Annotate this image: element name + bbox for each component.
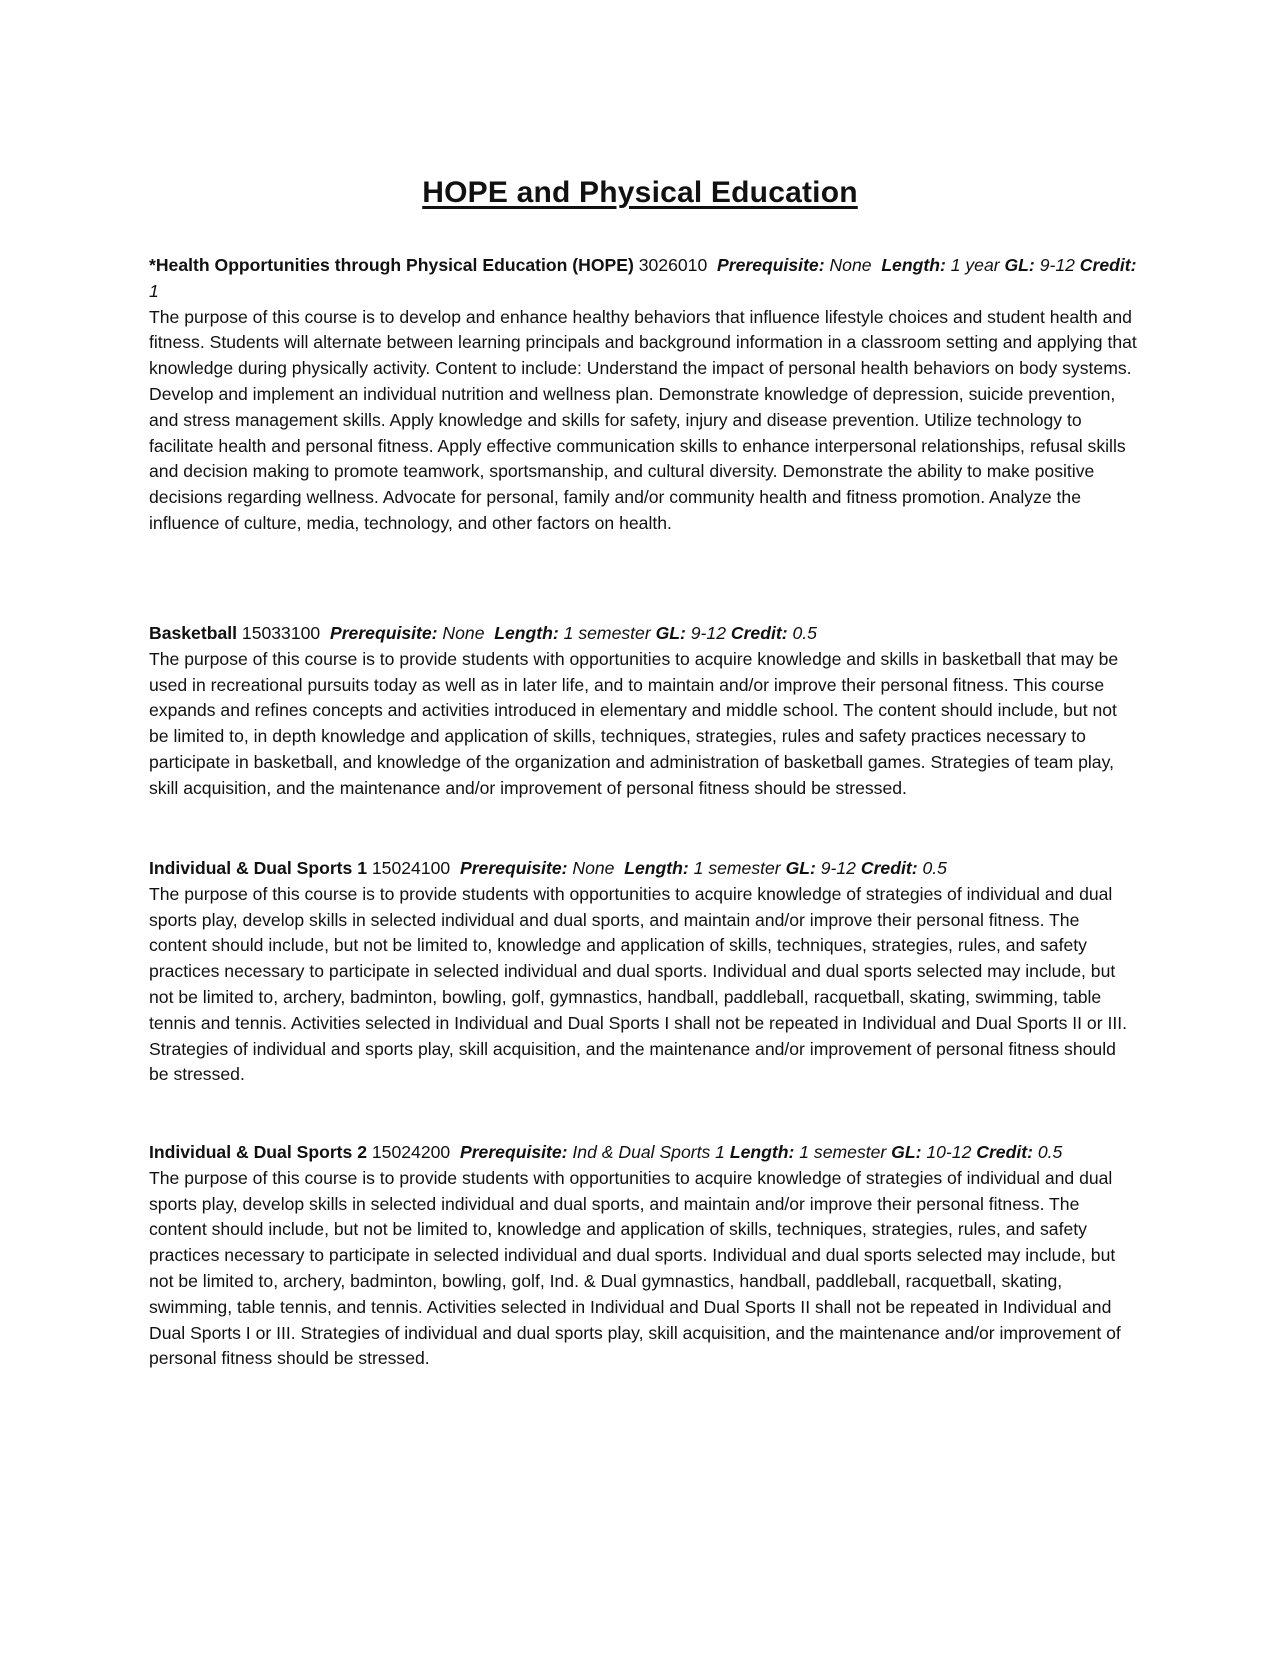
- prerequisite-label: Prerequisite:: [459, 1142, 568, 1162]
- course-code: 15033100: [241, 623, 321, 643]
- credit-value: 0.5: [1037, 1142, 1063, 1162]
- prerequisite-value: None: [442, 623, 485, 643]
- course-header: [149, 621, 1139, 647]
- course-header: [149, 856, 1139, 882]
- prerequisite-label: Prerequisite:: [329, 623, 438, 643]
- course-description: The purpose of this course is to develop and enhance healthy behaviors that influence lifestyle choices and student health and fitness. Students will alternate between learning principals and background information in a classroom setting and applying that knowledge during physically activity. Content to include: Understand the impact of personal health behaviors on body systems. Develop and implement an individual nutrition and wellness plan. Demonstrate knowledge of depression, suicide prevention, and stress management skills. Apply knowledge and skills for safety, injury and disease prevention. Utilize technology to facilitate health and personal fitness. Apply effective communication skills to enhance interpersonal relationships, refusal skills and decision making to promote teamwork, sportsmanship, and cultural diversity. Demonstrate the ability to make positive decisions regarding wellness. Advocate for personal, family and/or community health and fitness promotion. Analyze the influence of culture, media, technology, and other factors on health.: [149, 306, 1137, 533]
- credit-label: Credit:: [860, 858, 918, 878]
- grade-level-value: 9-12: [1039, 255, 1075, 275]
- length-label: Length:: [729, 1142, 795, 1162]
- length-value: 1 semester: [799, 1142, 887, 1162]
- course-description: The purpose of this course is to provide students with opportunities to acquire knowledge of strategies of individual and dual sports play, develop skills in selected individual and dual sports, and maintain and/or improve their personal fitness. The content should include, but not be limited to, knowledge and application of skills, techniques, strategies, rules, and safety practices necessary to participate in selected individual and dual sports. Individual and dual sports selected may include, but not be limited to, archery, badminton, bowling, golf, Ind. & Dual gymnastics, handball, paddleball, racquetball, skating, swimming, table tennis, and tennis. Activities selected in Individual and Dual Sports II shall not be repeated in Individual and Dual Sports I or III. Strategies of individual and dual sports play, skill acquisition, and the maintenance and/or improvement of personal fitness should be stressed.: [149, 1167, 1121, 1369]
- length-value: 1 semester: [693, 858, 781, 878]
- length-label: Length:: [624, 858, 689, 878]
- length-label: Length:: [494, 623, 559, 643]
- prerequisite-value: Ind & Dual Sports 1: [572, 1142, 725, 1162]
- course-code: 3026010: [638, 255, 708, 275]
- length-value: 1 year: [950, 255, 1000, 275]
- credit-label: Credit:: [976, 1142, 1033, 1162]
- prerequisite-label: Prerequisite:: [459, 858, 568, 878]
- course-name: *Health Opportunities through Physical Education (HOPE): [149, 255, 634, 275]
- course-entry-hope: [149, 253, 1139, 537]
- credit-value: 0.5: [792, 623, 817, 643]
- course-entry-individual-dual-sports-1: [149, 856, 1139, 1088]
- grade-level-label: GL:: [891, 1142, 922, 1162]
- course-code: 15024100: [371, 858, 451, 878]
- prerequisite-label: Prerequisite:: [717, 255, 825, 275]
- course-description: The purpose of this course is to provide students with opportunities to acquire knowledge and skills in basketball that may be used in recreational pursuits today as well as in later life, and to maintain and/or improve their personal fitness. This course expands and refines concepts and activities introduced in elementary and middle school. The content should include, but not be limited to, in depth knowledge and application of skills, techniques, strategies, rules and safety practices necessary to participate in basketball, and knowledge of the organization and administration of basketball games. Strategies of team play, skill acquisition, and the maintenance and/or improvement of personal fitness should be stressed.: [149, 648, 1119, 798]
- grade-level-label: GL:: [1004, 255, 1035, 275]
- length-value: 1 semester: [563, 623, 651, 643]
- prerequisite-value: None: [572, 858, 615, 878]
- course-entry-individual-dual-sports-2: [149, 1140, 1139, 1372]
- grade-level-label: GL:: [785, 858, 816, 878]
- course-header: [149, 253, 1139, 305]
- course-code: 15024200: [371, 1142, 451, 1162]
- credit-label: Credit:: [1079, 255, 1137, 275]
- credit-value: 1: [149, 280, 159, 301]
- course-name: Basketball: [149, 623, 238, 643]
- course-name: Individual & Dual Sports 2: [149, 1142, 367, 1162]
- grade-level-value: 9-12: [690, 623, 726, 643]
- course-header: [149, 1140, 1139, 1166]
- credit-label: Credit:: [730, 623, 788, 643]
- course-name: Individual & Dual Sports 1: [149, 858, 367, 878]
- course-description: The purpose of this course is to provide students with opportunities to acquire knowledge of strategies of individual and dual sports play, develop skills in selected individual and dual sports, and maintain and/or improve their personal fitness. The content should include, but not be limited to, knowledge and application of skills, techniques, strategies, rules, and safety practices necessary to participate in selected individual and dual sports. Individual and dual sports selected may include, but not be limited to, archery, badminton, bowling, golf, gymnastics, handball, paddleball, racquetball, skating, swimming, table tennis and tennis. Activities selected in Individual and Dual Sports I shall not be repeated in Individual and Dual Sports II or III. Strategies of individual and sports play, skill acquisition, and the maintenance and/or improvement of personal fitness should be stressed.: [149, 883, 1128, 1085]
- credit-value: 0.5: [922, 858, 947, 878]
- course-entry-basketball: [149, 621, 1139, 802]
- grade-level-value: 9-12: [820, 858, 856, 878]
- length-label: Length:: [881, 255, 946, 275]
- prerequisite-value: None: [829, 255, 872, 275]
- page-title: HOPE and Physical Education: [422, 176, 858, 210]
- grade-level-value: 10-12: [926, 1142, 972, 1162]
- grade-level-label: GL:: [655, 623, 686, 643]
